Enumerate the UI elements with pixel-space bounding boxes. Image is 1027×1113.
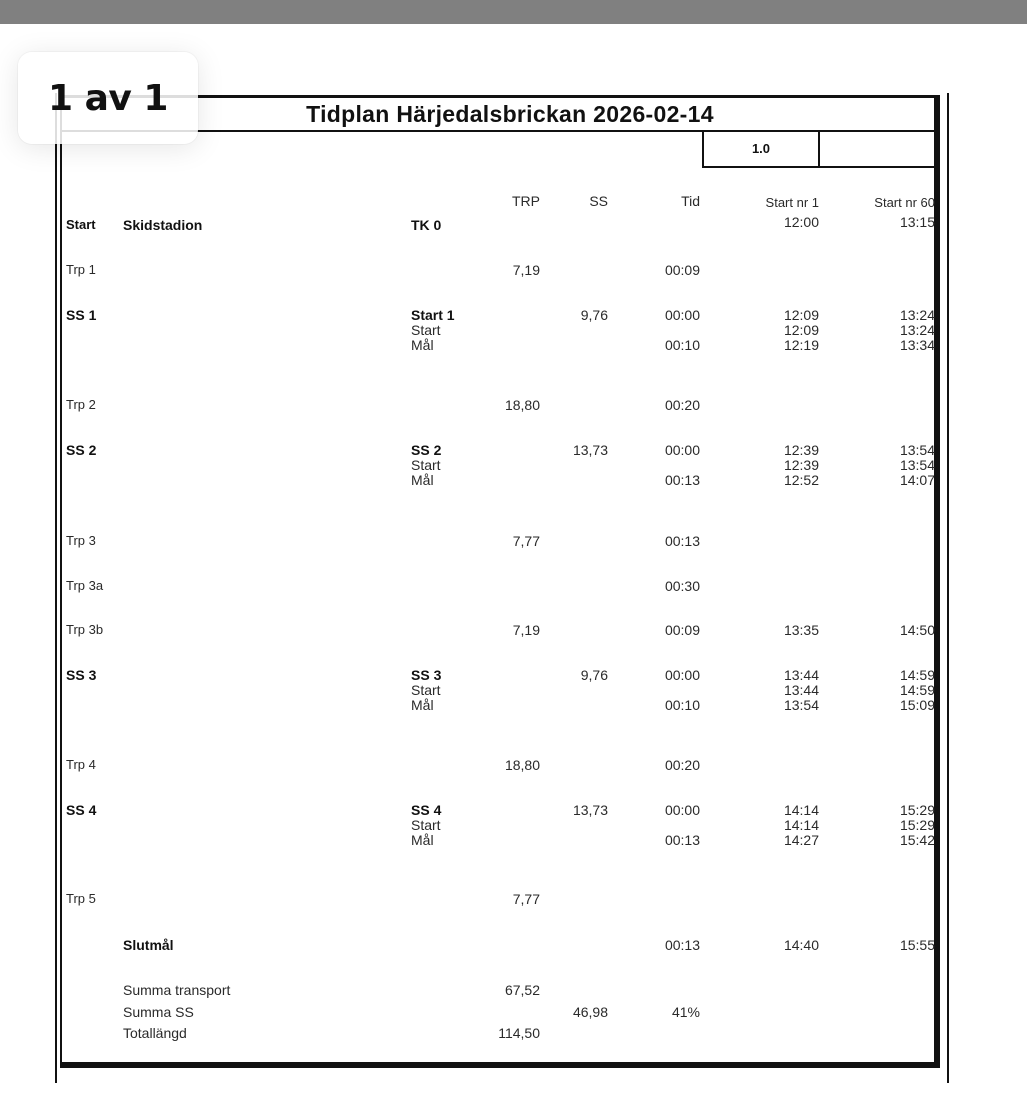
header-ss: SS bbox=[589, 193, 608, 209]
stage-label: SS 4 bbox=[66, 802, 97, 818]
stage-time: 00:30 bbox=[664, 578, 700, 594]
ss-goal-time-nr-1: 13:54 bbox=[783, 697, 819, 713]
transport-label: Trp 4 bbox=[66, 757, 96, 772]
start-row-label: Start bbox=[66, 217, 96, 232]
trp-distance: 7,19 bbox=[512, 262, 540, 278]
transport-label: Trp 3 bbox=[66, 533, 96, 548]
ss-start-time-nr-60: 15:29 bbox=[899, 817, 935, 833]
header-start-nr-60: Start nr 60 bbox=[874, 195, 935, 210]
header-trp: TRP bbox=[512, 193, 540, 209]
control-label: Start 1 bbox=[411, 307, 455, 323]
sheet-left-border bbox=[55, 93, 57, 1083]
trp-distance: 18,80 bbox=[504, 397, 540, 413]
finish-start60: 15:55 bbox=[899, 937, 935, 953]
ss-start-time-nr-1: 12:39 bbox=[783, 457, 819, 473]
stage-time: 00:00 bbox=[664, 802, 700, 818]
sheet-right-border bbox=[947, 93, 949, 1083]
time-start-nr-1: 12:39 bbox=[783, 442, 819, 458]
start-row-name: Skidstadion bbox=[123, 217, 203, 233]
header-start-nr-1: Start nr 1 bbox=[765, 195, 819, 210]
summary-ss-percent: 41% bbox=[671, 1004, 700, 1020]
ss-start-label: Start bbox=[411, 817, 441, 833]
ss-start-time-nr-1: 13:44 bbox=[783, 682, 819, 698]
ss-goal-time-nr-1: 14:27 bbox=[783, 832, 819, 848]
schedule-frame bbox=[60, 95, 940, 1068]
time-start-nr-60: 15:29 bbox=[899, 802, 935, 818]
ss-goal-time-nr-60: 15:09 bbox=[899, 697, 935, 713]
trp-distance: 7,77 bbox=[512, 533, 540, 549]
ss-start-time-nr-60: 14:59 bbox=[899, 682, 935, 698]
ss-goal-label: Mål bbox=[411, 832, 434, 848]
stage-time: 00:00 bbox=[664, 667, 700, 683]
ss-goal-duration: 00:13 bbox=[664, 472, 700, 488]
summary-ss-value: 46,98 bbox=[572, 1004, 608, 1020]
page-indicator bbox=[18, 52, 198, 144]
stage-time: 00:00 bbox=[664, 307, 700, 323]
ss-goal-duration: 00:10 bbox=[664, 337, 700, 353]
header-tid: Tid bbox=[681, 193, 700, 209]
time-start-nr-60: 13:54 bbox=[899, 442, 935, 458]
summary-transport-label: Summa transport bbox=[123, 982, 231, 998]
ss-goal-time-nr-1: 12:52 bbox=[783, 472, 819, 488]
control-label: SS 4 bbox=[411, 802, 442, 818]
start-row-control: TK 0 bbox=[411, 217, 442, 233]
control-label: SS 2 bbox=[411, 442, 442, 458]
stage-label: SS 3 bbox=[66, 667, 97, 683]
ss-start-time-nr-1: 12:09 bbox=[783, 322, 819, 338]
stage-time: 00:09 bbox=[664, 622, 700, 638]
version-empty-cell bbox=[820, 132, 934, 168]
control-label: SS 3 bbox=[411, 667, 442, 683]
stage-time: 00:20 bbox=[664, 757, 700, 773]
time-start-nr-1: 13:35 bbox=[783, 622, 819, 638]
summary-ss-label: Summa SS bbox=[123, 1004, 194, 1020]
transport-label: Trp 3a bbox=[66, 578, 104, 593]
ss-start-label: Start bbox=[411, 322, 441, 338]
time-start-nr-1: 14:14 bbox=[783, 802, 819, 818]
ss-distance: 13,73 bbox=[572, 442, 608, 458]
ss-goal-time-nr-60: 15:42 bbox=[899, 832, 935, 848]
ss-goal-time-nr-60: 14:07 bbox=[899, 472, 935, 488]
summary-total-label: Totallängd bbox=[123, 1025, 187, 1041]
ss-start-time-nr-60: 13:24 bbox=[899, 322, 935, 338]
viewer-top-bar bbox=[0, 0, 1027, 24]
summary-total-value: 114,50 bbox=[498, 1025, 540, 1041]
transport-label: Trp 1 bbox=[66, 262, 96, 277]
transport-label: Trp 5 bbox=[66, 891, 96, 906]
ss-goal-duration: 00:10 bbox=[664, 697, 700, 713]
ss-goal-label: Mål bbox=[411, 337, 434, 353]
start-row-start1: 12:00 bbox=[783, 214, 819, 230]
stage-time: 00:20 bbox=[664, 397, 700, 413]
time-start-nr-60: 14:59 bbox=[899, 667, 935, 683]
ss-distance: 13,73 bbox=[572, 802, 608, 818]
ss-start-time-nr-1: 14:14 bbox=[783, 817, 819, 833]
stage-label: SS 1 bbox=[66, 307, 97, 323]
ss-goal-time-nr-1: 12:19 bbox=[783, 337, 819, 353]
summary-transport-value: 67,52 bbox=[504, 982, 540, 998]
stage-label: SS 2 bbox=[66, 442, 97, 458]
finish-start1: 14:40 bbox=[783, 937, 819, 953]
trp-distance: 18,80 bbox=[504, 757, 540, 773]
ss-goal-label: Mål bbox=[411, 472, 434, 488]
ss-goal-label: Mål bbox=[411, 697, 434, 713]
time-start-nr-60: 14:50 bbox=[899, 622, 935, 638]
document-title: Tidplan Härjedalsbrickan 2026-02-14 bbox=[306, 101, 714, 127]
version-cell: 1.0 bbox=[702, 132, 820, 168]
ss-distance: 9,76 bbox=[580, 667, 608, 683]
time-start-nr-1: 12:09 bbox=[783, 307, 819, 323]
stage-time: 00:09 bbox=[664, 262, 700, 278]
ss-start-label: Start bbox=[411, 682, 441, 698]
ss-start-time-nr-60: 13:54 bbox=[899, 457, 935, 473]
transport-label: Trp 3b bbox=[66, 622, 104, 637]
ss-distance: 9,76 bbox=[580, 307, 608, 323]
trp-distance: 7,19 bbox=[512, 622, 540, 638]
ss-goal-duration: 00:13 bbox=[664, 832, 700, 848]
ss-goal-time-nr-60: 13:34 bbox=[899, 337, 935, 353]
finish-label: Slutmål bbox=[123, 937, 174, 953]
trp-distance: 7,77 bbox=[512, 891, 540, 907]
start-row-start60: 13:15 bbox=[899, 214, 935, 230]
transport-label: Trp 2 bbox=[66, 397, 96, 412]
time-start-nr-1: 13:44 bbox=[783, 667, 819, 683]
stage-time: 00:00 bbox=[664, 442, 700, 458]
ss-start-label: Start bbox=[411, 457, 441, 473]
stage-time: 00:13 bbox=[664, 533, 700, 549]
page-indicator-text: 1 av 1 bbox=[48, 77, 168, 119]
time-start-nr-60: 13:24 bbox=[899, 307, 935, 323]
finish-tid: 00:13 bbox=[664, 937, 700, 953]
